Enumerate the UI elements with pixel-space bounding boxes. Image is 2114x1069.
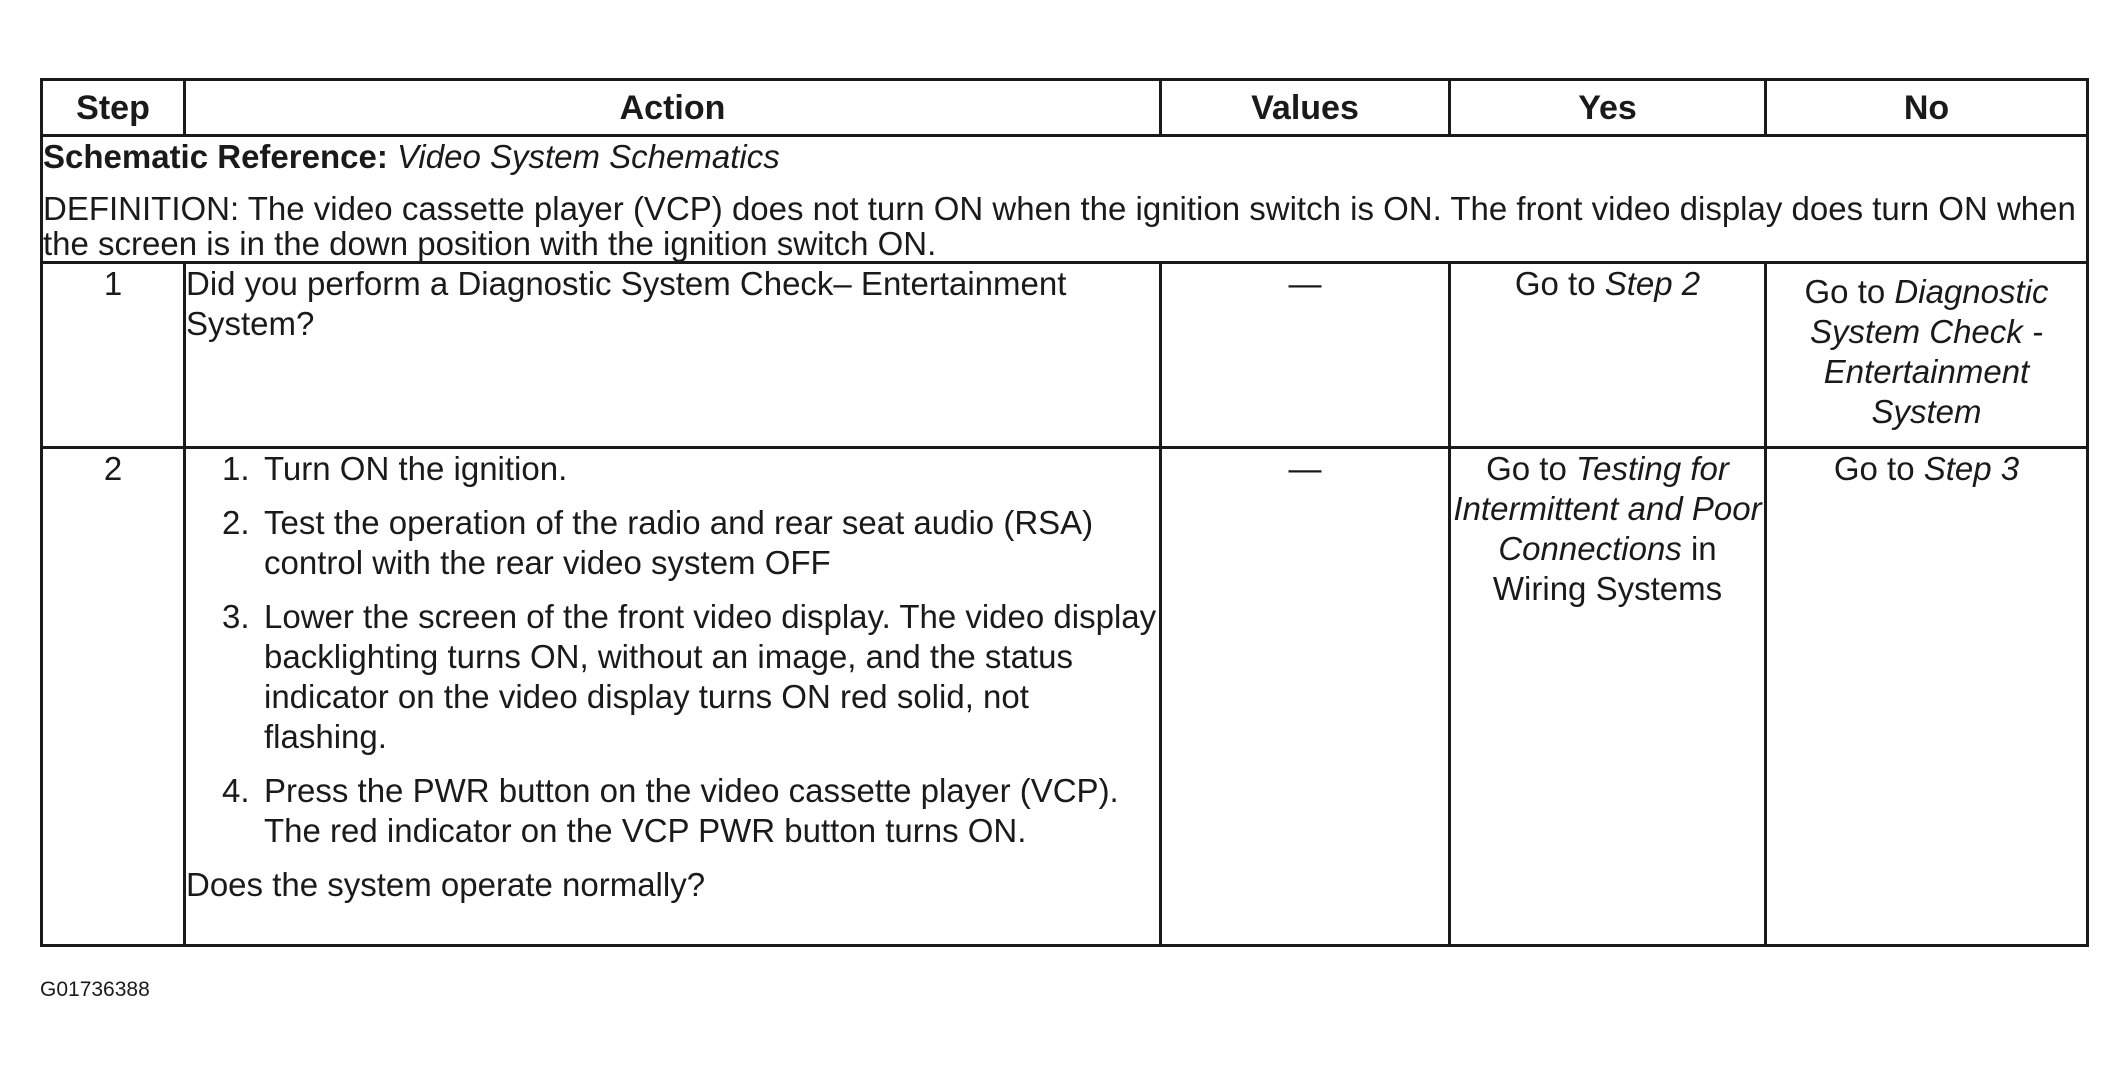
step-number: 2 [42, 448, 185, 946]
substep-number: 4. [222, 772, 250, 809]
action-cell [185, 263, 1161, 448]
no-link[interactable]: Diagnostic System Check - Entertainment System [1810, 273, 2049, 430]
list-item [186, 449, 1159, 489]
yes-cell [1450, 263, 1766, 448]
yes-prefix: Go to [1514, 265, 1596, 302]
table-row [42, 263, 2088, 448]
reference-row [42, 136, 2088, 263]
header-action: Action [185, 80, 1161, 136]
reference-cell [42, 136, 2088, 263]
header-yes: Yes [1450, 80, 1766, 136]
substep-number: 3. [222, 598, 250, 635]
definition-text: DEFINITION: The video cassette player (VCP) does not turn ON when the ignition switch is ON. The front video display does turn ON when the screen is in the down position with the ignition switch ON. [43, 190, 2076, 262]
values-cell: — [1161, 263, 1450, 448]
substep-text: Turn ON the ignition. [264, 450, 568, 487]
schematic-reference [43, 137, 2086, 177]
schematic-reference-label: Schematic Reference: [43, 138, 388, 175]
header-step: Step [42, 80, 185, 136]
substep-text: Lower the screen of the front video display. The video display backlighting turns ON, without an image, and the status indicator on the video display turns ON red solid, not flashing. [264, 598, 1157, 755]
yes-prefix: Go to [1486, 450, 1567, 487]
diagnostic-table [40, 78, 2089, 947]
table-row [42, 448, 2088, 946]
substep-text: Press the PWR button on the video cassette player (VCP). The red indicator on the VCP PWR button turns ON. [264, 772, 1119, 849]
list-item [186, 597, 1159, 757]
yes-link[interactable]: Step 2 [1604, 265, 1701, 302]
no-cell [1766, 448, 2088, 946]
substep-list [186, 449, 1159, 851]
substep-text: Test the operation of the radio and rear seat audio (RSA) control with the rear video system OFF [264, 504, 1094, 581]
step-number: 1 [42, 263, 185, 448]
no-prefix: Go to [1804, 273, 1886, 310]
yes-cell [1450, 448, 1766, 946]
yes-link[interactable]: Testing for Intermittent and Poor Connections [1453, 450, 1762, 567]
no-cell [1766, 263, 2088, 448]
no-link[interactable]: Step 3 [1923, 450, 2020, 487]
substep-number: 2. [222, 504, 250, 541]
substep-number: 1. [222, 450, 250, 487]
list-item [186, 771, 1159, 851]
question-text: Does the system operate normally? [186, 866, 706, 903]
yes-suffix: in Wiring Systems [1492, 530, 1723, 607]
header-row [42, 80, 2088, 136]
header-no: No [1766, 80, 2088, 136]
header-values: Values [1161, 80, 1450, 136]
no-prefix: Go to [1833, 450, 1915, 487]
list-item [186, 503, 1159, 583]
action-cell [185, 448, 1161, 946]
figure-code: G01736388 [40, 978, 150, 1001]
schematic-reference-link[interactable]: Video System Schematics [397, 138, 780, 175]
values-cell: — [1161, 448, 1450, 946]
action-text: Did you perform a Diagnostic System Check– Entertainment System? [186, 265, 1067, 342]
